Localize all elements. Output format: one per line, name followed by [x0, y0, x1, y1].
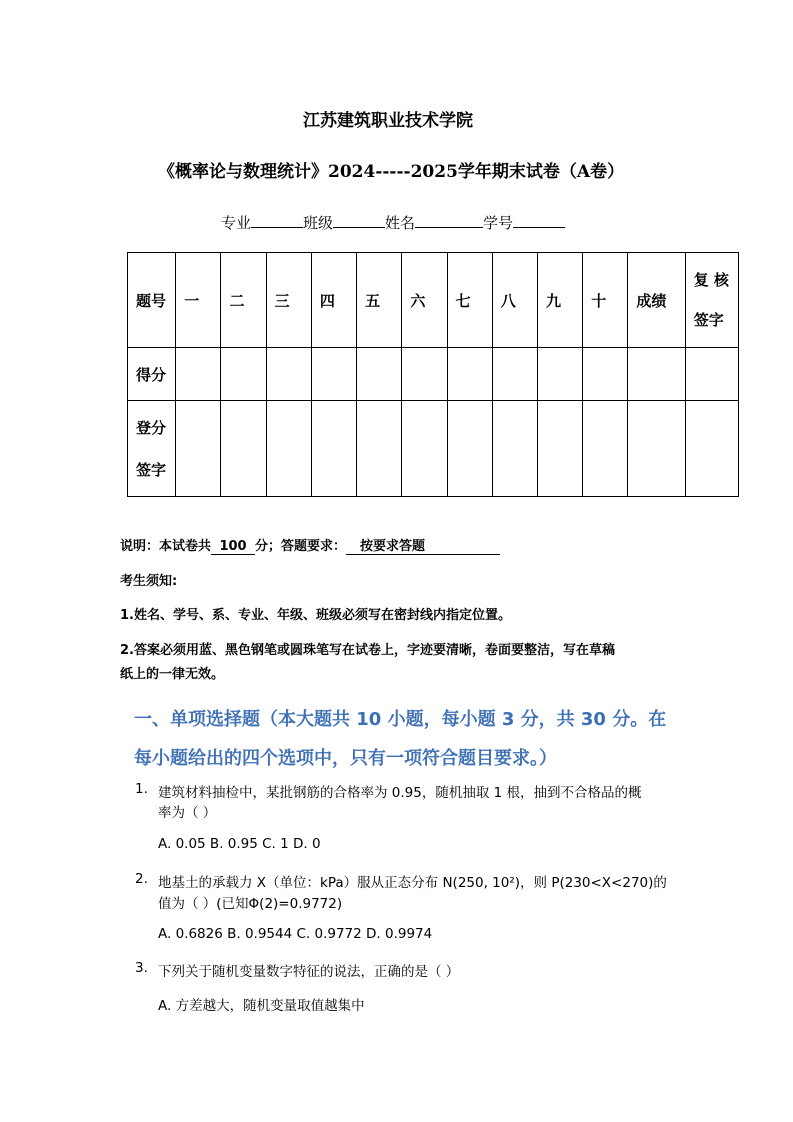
total-score-value: 100: [211, 539, 255, 555]
question-3-option-a: A. 方差越大，随机变量取值越集中: [158, 998, 365, 1014]
student-id-blank[interactable]: [513, 213, 565, 228]
student-info-fields: [221, 212, 565, 233]
score-row-label: 得分: [128, 348, 176, 401]
exam-description: [120, 535, 500, 555]
question-number-row: [128, 253, 739, 348]
section-heading-line1: 一、单项选择题（本大题共 10 小题，每小题 3 分，共 30 分。在: [134, 709, 667, 730]
review-label-line2: 签字: [693, 311, 724, 329]
score-cell[interactable]: [176, 348, 221, 401]
signature-cell[interactable]: [628, 401, 685, 497]
question-3-text-line1: 下列关于随机变量数字特征的说法，正确的是（ ）: [158, 964, 460, 980]
score-cell[interactable]: [221, 348, 266, 401]
signature-cell[interactable]: [221, 401, 266, 497]
review-label-line1: 复 核: [693, 271, 729, 289]
col-header: 二: [221, 253, 266, 348]
score-cell[interactable]: [583, 348, 628, 401]
question-1-text-line2: 率为（ ）: [158, 805, 217, 821]
signature-row: [128, 401, 739, 497]
col-header-review: [685, 253, 738, 348]
col-header: 十: [583, 253, 628, 348]
name-label: 姓名: [385, 214, 416, 232]
col-header: 四: [311, 253, 356, 348]
name-blank[interactable]: [415, 213, 483, 228]
signature-cell[interactable]: [311, 401, 356, 497]
description-mid: 分；答题要求：: [255, 539, 347, 554]
section-heading-line2: 每小题给出的四个选项中，只有一项符合题目要求。）: [134, 748, 557, 769]
question-2-number: 2.: [135, 871, 148, 887]
student-id-label: 学号: [483, 214, 514, 232]
notice-rule-1: 1.姓名、学号、系、专业、年级、班级必须写在密封线内指定位置。: [120, 608, 511, 623]
description-prefix: 说明：本试卷共: [120, 539, 212, 554]
score-cell[interactable]: [311, 348, 356, 401]
score-cell[interactable]: [685, 348, 738, 401]
signature-label-line2: 签字: [136, 460, 167, 479]
question-1-options: A. 0.05 B. 0.95 C. 1 D. 0: [158, 836, 321, 852]
question-1-text-line1: 建筑材料抽检中，某批钢筋的合格率为 0.95，随机抽取 1 根，抽到不合格品的概: [158, 785, 642, 801]
row-header-label: 题号: [128, 253, 176, 348]
question-3-number: 3.: [135, 960, 148, 976]
signature-cell[interactable]: [402, 401, 447, 497]
major-blank[interactable]: [251, 213, 303, 228]
signature-cell[interactable]: [357, 401, 402, 497]
score-cell[interactable]: [492, 348, 537, 401]
signature-cell[interactable]: [583, 401, 628, 497]
score-cell[interactable]: [537, 348, 582, 401]
signature-cell[interactable]: [537, 401, 582, 497]
exam-title: 《概率论与数理统计》2024-----2025学年期末试卷（A卷）: [158, 162, 625, 182]
major-label: 专业: [221, 214, 252, 232]
score-cell[interactable]: [357, 348, 402, 401]
question-2-text-line2: 值为（ ）(已知Φ(2)=0.9772): [158, 896, 343, 912]
notice-rule-2-line2: 纸上的一律无效。: [120, 667, 225, 682]
signature-cell[interactable]: [685, 401, 738, 497]
col-header: 六: [402, 253, 447, 348]
col-header-total: 成绩: [628, 253, 685, 348]
answer-requirement: 按要求答题: [346, 535, 500, 555]
school-name: 江苏建筑职业技术学院: [303, 111, 473, 131]
col-header: 九: [537, 253, 582, 348]
col-header: 八: [492, 253, 537, 348]
class-label: 班级: [303, 214, 334, 232]
question-2-options: A. 0.6826 B. 0.9544 C. 0.9772 D. 0.9974: [158, 926, 433, 942]
class-blank[interactable]: [333, 213, 385, 228]
signature-cell[interactable]: [176, 401, 221, 497]
score-cell[interactable]: [628, 348, 685, 401]
signature-cell[interactable]: [266, 401, 311, 497]
signature-label-line1: 登分: [136, 418, 167, 437]
question-1-number: 1.: [135, 781, 148, 797]
col-header: 七: [447, 253, 492, 348]
score-row: [128, 348, 739, 401]
notice-title: 考生须知:: [120, 574, 178, 589]
score-cell[interactable]: [266, 348, 311, 401]
col-header: 五: [357, 253, 402, 348]
signature-row-label: [128, 401, 176, 497]
score-cell[interactable]: [447, 348, 492, 401]
notice-rule-2-line1: 2.答案必须用蓝、黑色钢笔或圆珠笔写在试卷上，字迹要清晰，卷面要整洁，写在草稿: [120, 643, 615, 658]
col-header: 一: [176, 253, 221, 348]
signature-cell[interactable]: [492, 401, 537, 497]
question-2-text-line1: 地基土的承载力 X（单位：kPa）服从正态分布 N(250, 10²)，则 P(230<X<270)的: [158, 875, 667, 891]
score-table: [127, 252, 739, 497]
col-header: 三: [266, 253, 311, 348]
signature-cell[interactable]: [447, 401, 492, 497]
score-cell[interactable]: [402, 348, 447, 401]
